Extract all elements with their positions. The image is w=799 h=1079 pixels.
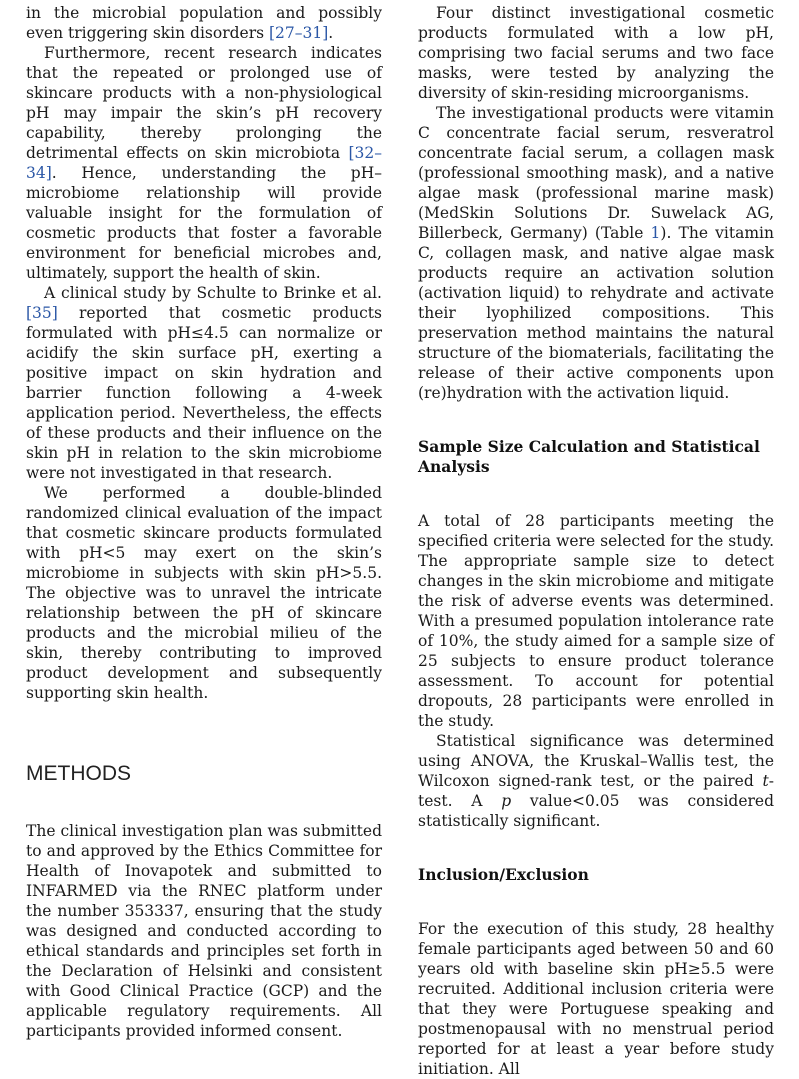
paragraph: We performed a double-blinded randomized clinical evaluation of the impact that cosmetic skincare products formulated with pH<5 may exert on the skin’s microbiome in subjects with skin pH>5.5. The objective was to unravel the intricate relationship between the pH of skincare products and the microbial milieu of the skin, thereby contributing to improved product development and subsequently supporting skin health.: [26, 484, 382, 702]
paragraph: Statistical significance was determined using ANOVA, the Kruskal–Wallis test, the Wilcoxon signed-rank test, or the paired t-test. A p value<0.05 was considered statistically significant.: [418, 732, 774, 830]
paragraph: A total of 28 participants meeting the specified criteria were selected for the study. The appropriate sample size to detect changes in the skin microbiome and mitigate the risk of adverse events was determined. With a presumed population intolerance rate of 10%, the study aimed for a sample size of 25 subjects to ensure product tolerance assessment. To account for potential dropouts, 28 participants were enrolled in the study.: [418, 512, 774, 730]
table-reference-link[interactable]: 1: [650, 224, 661, 242]
paragraph: For the execution of this study, 28 healthy female participants aged between 50 and 60 years old with baseline skin pH≥5.5 were recruited. Additional inclusion criteria were that they were Portuguese speaking and postmenopausal with no menstrual period reported for at least a year before study initiation. All: [418, 920, 774, 1078]
section-heading-methods: METHODS: [26, 762, 131, 785]
paragraph: The clinical investigation plan was submitted to and approved by the Ethics Committee for Health of Inovapotek and submitted to INFARMED via the RNEC platform under the number 353337, ensuring that the study was designed and conducted according to ethical standards and principles set forth in the Declaration of Helsinki and consistent with Good Clinical Practice (GCP) and the applicable regulatory requirements. All participants provided informed consent.: [26, 822, 382, 1040]
subsection-heading-inclusion-exclusion: Inclusion/Exclusion: [418, 865, 589, 884]
paragraph: Furthermore, recent research indicates that the repeated or prolonged use of skincare products with a non-physiological pH may impair the skin’s pH recovery capability, thereby prolonging the detrimental effects on skin microbiota [32–34]. Hence, understanding the pH–microbiome relationship will provide valuable insight for the formulation of cosmetic products that foster a favorable environment for beneficial microbes and, ultimately, support the health of skin.: [26, 44, 382, 282]
subsection-heading-sample-size: Sample Size Calculation and Statistical Analysis: [418, 437, 760, 476]
right-column: [418, 3, 774, 1079]
left-column: [26, 3, 382, 1041]
citation-link[interactable]: [32–34]: [26, 144, 382, 182]
citation-link[interactable]: [35]: [26, 304, 58, 322]
paragraph: in the microbial population and possibly even triggering skin disorders [27–31].: [26, 4, 382, 42]
citation-link[interactable]: [27–31]: [269, 24, 329, 42]
paragraph: Four distinct investigational cosmetic products formulated with a low pH, comprising two facial serums and two face masks, were tested by analyzing the diversity of skin-residing microorganisms.: [418, 4, 774, 102]
paragraph: The investigational products were vitamin C concentrate facial serum, resveratrol concentrate facial serum, a collagen mask (professional smoothing mask), and a native algae mask (professional marine mask) (MedSkin Solutions Dr. Suwelack AG, Billerbeck, Germany) (Table 1). The vitamin C, collagen mask, and native algae mask products require an activation solution (activation liquid) to rehydrate and activate their lyophilized compositions. This preservation method maintains the natural structure of the biomaterials, facilitating the release of their active components upon (re)hydration with the activation liquid.: [418, 104, 774, 402]
paragraph: A clinical study by Schulte to Brinke et al. [35] reported that cosmetic products formulated with pH≤4.5 can normalize or acidify the skin surface pH, exerting a positive impact on skin hydration and barrier function following a 4-week application period. Nevertheless, the effects of these products and their influence on the skin pH in relation to the skin microbiome were not investigated in that research.: [26, 284, 382, 482]
